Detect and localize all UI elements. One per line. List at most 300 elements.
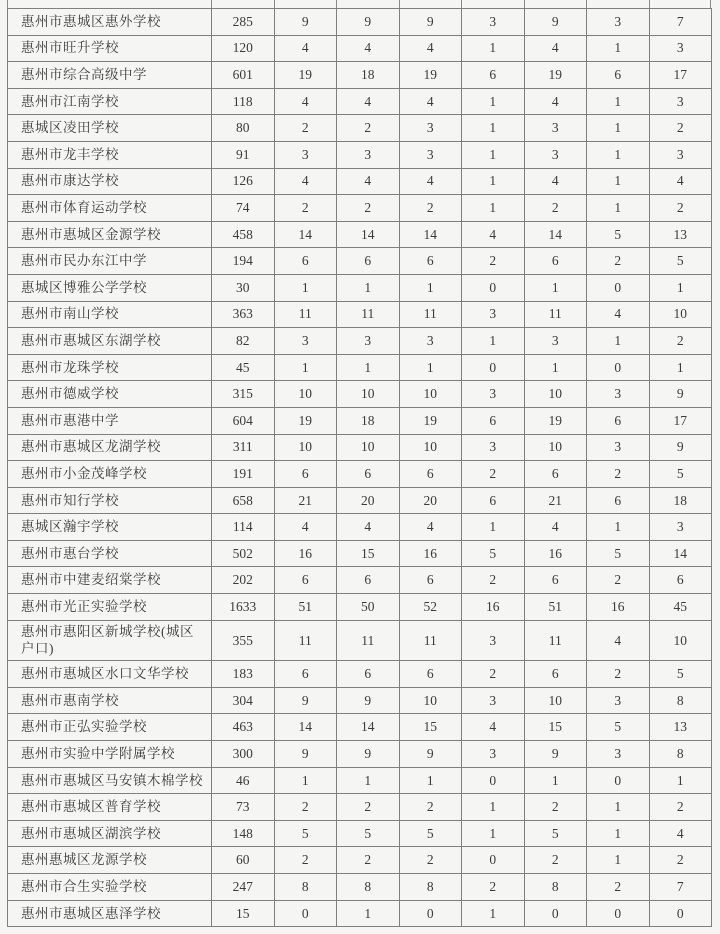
school-name-cell: 惠州市南山学校 — [8, 301, 212, 328]
table-row — [8, 248, 712, 275]
value-cell: 2 — [649, 195, 712, 222]
school-name-cell: 惠州市龙丰学校 — [8, 141, 212, 168]
value-cell: 13 — [649, 714, 712, 741]
school-name-cell: 惠州市惠城区湖滨学校 — [8, 820, 212, 847]
value-cell: 80 — [212, 115, 275, 142]
value-cell: 10 — [649, 620, 712, 661]
value-cell: 1 — [587, 794, 650, 821]
value-cell: 1 — [649, 354, 712, 381]
value-cell: 4 — [274, 168, 337, 195]
value-cell: 8 — [649, 687, 712, 714]
school-name-cell: 惠州市中建麦绍棠学校 — [8, 567, 212, 594]
value-cell: 4 — [399, 168, 462, 195]
value-cell: 13 — [649, 221, 712, 248]
school-name-cell: 惠州市康达学校 — [8, 168, 212, 195]
value-cell: 2 — [399, 195, 462, 222]
school-name-cell: 惠州市惠城区马安镇木棉学校 — [8, 767, 212, 794]
value-cell: 11 — [399, 301, 462, 328]
value-cell: 0 — [587, 900, 650, 927]
value-cell: 4 — [649, 168, 712, 195]
table-row — [8, 514, 712, 541]
value-cell: 3 — [649, 141, 712, 168]
value-cell: 19 — [524, 62, 587, 89]
value-cell: 14 — [649, 540, 712, 567]
value-cell: 6 — [524, 248, 587, 275]
value-cell: 6 — [274, 567, 337, 594]
school-name-cell: 惠州市惠南学校 — [8, 687, 212, 714]
value-cell: 1 — [337, 900, 400, 927]
value-cell: 6 — [524, 661, 587, 688]
value-cell: 15 — [212, 900, 275, 927]
value-cell: 300 — [212, 741, 275, 768]
value-cell: 5 — [649, 248, 712, 275]
value-cell: 10 — [274, 381, 337, 408]
value-cell: 1 — [462, 794, 525, 821]
value-cell: 20 — [337, 487, 400, 514]
table-row — [8, 820, 712, 847]
value-cell: 18 — [337, 407, 400, 434]
value-cell: 6 — [399, 567, 462, 594]
value-cell: 1 — [587, 115, 650, 142]
column-line-stub — [710, 0, 711, 8]
value-cell: 0 — [587, 354, 650, 381]
table-row — [8, 661, 712, 688]
value-cell: 1 — [337, 354, 400, 381]
value-cell: 1 — [587, 168, 650, 195]
value-cell: 10 — [399, 687, 462, 714]
school-name-cell: 惠州市德威学校 — [8, 381, 212, 408]
value-cell: 91 — [212, 141, 275, 168]
value-cell: 5 — [337, 820, 400, 847]
school-score-table — [7, 8, 712, 927]
value-cell: 4 — [524, 88, 587, 115]
value-cell: 1 — [649, 767, 712, 794]
value-cell: 14 — [337, 714, 400, 741]
table-row — [8, 62, 712, 89]
value-cell: 3 — [462, 9, 525, 36]
value-cell: 2 — [399, 794, 462, 821]
value-cell: 2 — [524, 195, 587, 222]
value-cell: 502 — [212, 540, 275, 567]
value-cell: 6 — [649, 567, 712, 594]
table-row — [8, 874, 712, 901]
value-cell: 3 — [462, 741, 525, 768]
value-cell: 0 — [399, 900, 462, 927]
value-cell: 2 — [587, 567, 650, 594]
value-cell: 1 — [462, 514, 525, 541]
value-cell: 7 — [649, 9, 712, 36]
value-cell: 4 — [524, 168, 587, 195]
value-cell: 5 — [274, 820, 337, 847]
table-row — [8, 567, 712, 594]
value-cell: 2 — [462, 248, 525, 275]
value-cell: 8 — [274, 874, 337, 901]
table-body — [8, 9, 712, 927]
table-row — [8, 221, 712, 248]
school-name-cell: 惠州市惠阳区新城学校(城区户口) — [8, 620, 212, 661]
value-cell: 6 — [337, 461, 400, 488]
value-cell: 3 — [399, 141, 462, 168]
value-cell: 3 — [649, 35, 712, 62]
value-cell: 2 — [337, 794, 400, 821]
value-cell: 3 — [587, 434, 650, 461]
school-name-cell: 惠州市实验中学附属学校 — [8, 741, 212, 768]
value-cell: 17 — [649, 407, 712, 434]
value-cell: 4 — [337, 35, 400, 62]
value-cell: 3 — [649, 88, 712, 115]
value-cell: 6 — [462, 407, 525, 434]
value-cell: 2 — [649, 328, 712, 355]
value-cell: 1 — [399, 767, 462, 794]
value-cell: 4 — [399, 35, 462, 62]
value-cell: 1 — [274, 767, 337, 794]
value-cell: 4 — [462, 221, 525, 248]
value-cell: 6 — [399, 461, 462, 488]
value-cell: 2 — [274, 195, 337, 222]
value-cell: 10 — [524, 434, 587, 461]
value-cell: 14 — [337, 221, 400, 248]
table-row — [8, 195, 712, 222]
value-cell: 1 — [274, 274, 337, 301]
value-cell: 3 — [337, 328, 400, 355]
value-cell: 2 — [274, 115, 337, 142]
value-cell: 5 — [399, 820, 462, 847]
value-cell: 15 — [399, 714, 462, 741]
value-cell: 16 — [274, 540, 337, 567]
value-cell: 6 — [524, 567, 587, 594]
value-cell: 21 — [524, 487, 587, 514]
value-cell: 9 — [337, 9, 400, 36]
value-cell: 6 — [337, 661, 400, 688]
value-cell: 3 — [524, 328, 587, 355]
school-name-cell: 惠州市民办东江中学 — [8, 248, 212, 275]
value-cell: 4 — [399, 88, 462, 115]
value-cell: 4 — [337, 514, 400, 541]
value-cell: 2 — [649, 847, 712, 874]
school-name-cell: 惠州市江南学校 — [8, 88, 212, 115]
value-cell: 3 — [524, 115, 587, 142]
value-cell: 363 — [212, 301, 275, 328]
value-cell: 355 — [212, 620, 275, 661]
value-cell: 1 — [587, 847, 650, 874]
value-cell: 1 — [587, 88, 650, 115]
value-cell: 114 — [212, 514, 275, 541]
value-cell: 118 — [212, 88, 275, 115]
school-name-cell: 惠州市光正实验学校 — [8, 594, 212, 621]
school-name-cell: 惠州市惠城区惠外学校 — [8, 9, 212, 36]
value-cell: 9 — [399, 9, 462, 36]
value-cell: 1 — [587, 328, 650, 355]
school-name-cell: 惠城区瀚宇学校 — [8, 514, 212, 541]
value-cell: 14 — [524, 221, 587, 248]
school-name-cell: 惠州市惠港中学 — [8, 407, 212, 434]
value-cell: 19 — [274, 62, 337, 89]
value-cell: 5 — [649, 461, 712, 488]
value-cell: 50 — [337, 594, 400, 621]
value-cell: 0 — [274, 900, 337, 927]
value-cell: 2 — [399, 847, 462, 874]
value-cell: 10 — [337, 434, 400, 461]
value-cell: 9 — [274, 9, 337, 36]
value-cell: 5 — [587, 540, 650, 567]
value-cell: 1 — [649, 274, 712, 301]
value-cell: 191 — [212, 461, 275, 488]
value-cell: 45 — [212, 354, 275, 381]
value-cell: 0 — [462, 274, 525, 301]
value-cell: 1633 — [212, 594, 275, 621]
value-cell: 51 — [274, 594, 337, 621]
value-cell: 19 — [399, 407, 462, 434]
value-cell: 3 — [462, 301, 525, 328]
table-row — [8, 274, 712, 301]
school-name-cell: 惠州市体育运动学校 — [8, 195, 212, 222]
value-cell: 8 — [649, 741, 712, 768]
school-name-cell: 惠城区博雅公学学校 — [8, 274, 212, 301]
value-cell: 1 — [587, 35, 650, 62]
value-cell: 4 — [274, 35, 337, 62]
value-cell: 10 — [399, 434, 462, 461]
value-cell: 1 — [462, 195, 525, 222]
value-cell: 2 — [462, 874, 525, 901]
value-cell: 4 — [274, 514, 337, 541]
value-cell: 2 — [462, 661, 525, 688]
table-row — [8, 115, 712, 142]
table-row — [8, 620, 712, 661]
value-cell: 304 — [212, 687, 275, 714]
table-row — [8, 687, 712, 714]
value-cell: 2 — [274, 794, 337, 821]
value-cell: 6 — [462, 62, 525, 89]
value-cell: 45 — [649, 594, 712, 621]
value-cell: 1 — [462, 328, 525, 355]
value-cell: 30 — [212, 274, 275, 301]
value-cell: 9 — [649, 434, 712, 461]
value-cell: 2 — [587, 248, 650, 275]
value-cell: 4 — [524, 35, 587, 62]
column-line-stub — [211, 0, 212, 8]
value-cell: 604 — [212, 407, 275, 434]
value-cell: 14 — [274, 221, 337, 248]
value-cell: 10 — [399, 381, 462, 408]
value-cell: 10 — [524, 381, 587, 408]
table-row — [8, 141, 712, 168]
value-cell: 2 — [649, 115, 712, 142]
value-cell: 16 — [524, 540, 587, 567]
value-cell: 0 — [462, 767, 525, 794]
value-cell: 183 — [212, 661, 275, 688]
school-name-cell: 惠州市惠城区惠泽学校 — [8, 900, 212, 927]
school-name-cell: 惠州市正弘实验学校 — [8, 714, 212, 741]
value-cell: 1 — [337, 274, 400, 301]
value-cell: 7 — [649, 874, 712, 901]
value-cell: 74 — [212, 195, 275, 222]
value-cell: 10 — [649, 301, 712, 328]
school-name-cell: 惠城区凌田学校 — [8, 115, 212, 142]
table-row — [8, 434, 712, 461]
table-row — [8, 767, 712, 794]
value-cell: 1 — [524, 767, 587, 794]
value-cell: 19 — [524, 407, 587, 434]
value-cell: 2 — [587, 661, 650, 688]
value-cell: 1 — [462, 115, 525, 142]
value-cell: 4 — [524, 514, 587, 541]
school-name-cell: 惠州市旺升学校 — [8, 35, 212, 62]
value-cell: 311 — [212, 434, 275, 461]
value-cell: 2 — [337, 847, 400, 874]
value-cell: 1 — [274, 354, 337, 381]
value-cell: 16 — [587, 594, 650, 621]
value-cell: 3 — [399, 328, 462, 355]
value-cell: 463 — [212, 714, 275, 741]
value-cell: 2 — [462, 567, 525, 594]
value-cell: 2 — [337, 115, 400, 142]
school-name-cell: 惠州惠城区龙源学校 — [8, 847, 212, 874]
value-cell: 1 — [337, 767, 400, 794]
column-line-stub — [274, 0, 275, 8]
value-cell: 2 — [524, 794, 587, 821]
value-cell: 6 — [399, 248, 462, 275]
value-cell: 4 — [587, 620, 650, 661]
value-cell: 4 — [462, 714, 525, 741]
value-cell: 1 — [462, 820, 525, 847]
value-cell: 3 — [587, 381, 650, 408]
school-name-cell: 惠州市惠城区金源学校 — [8, 221, 212, 248]
school-name-cell: 惠州市小金茂峰学校 — [8, 461, 212, 488]
column-line-stub — [649, 0, 650, 8]
value-cell: 17 — [649, 62, 712, 89]
column-line-stub — [399, 0, 400, 8]
value-cell: 11 — [524, 620, 587, 661]
value-cell: 19 — [399, 62, 462, 89]
value-cell: 3 — [587, 687, 650, 714]
value-cell: 1 — [587, 514, 650, 541]
table-row — [8, 540, 712, 567]
value-cell: 601 — [212, 62, 275, 89]
table-row — [8, 461, 712, 488]
value-cell: 1 — [462, 88, 525, 115]
value-cell: 8 — [337, 874, 400, 901]
value-cell: 3 — [462, 687, 525, 714]
value-cell: 3 — [649, 514, 712, 541]
table-row — [8, 900, 712, 927]
value-cell: 2 — [587, 461, 650, 488]
value-cell: 51 — [524, 594, 587, 621]
value-cell: 14 — [274, 714, 337, 741]
value-cell: 10 — [524, 687, 587, 714]
value-cell: 2 — [462, 461, 525, 488]
value-cell: 9 — [399, 741, 462, 768]
column-line-stub — [7, 0, 8, 8]
value-cell: 11 — [274, 301, 337, 328]
value-cell: 9 — [337, 741, 400, 768]
value-cell: 82 — [212, 328, 275, 355]
value-cell: 11 — [274, 620, 337, 661]
column-line-stub — [586, 0, 587, 8]
value-cell: 9 — [524, 9, 587, 36]
value-cell: 10 — [274, 434, 337, 461]
value-cell: 4 — [587, 301, 650, 328]
value-cell: 2 — [274, 847, 337, 874]
value-cell: 6 — [399, 661, 462, 688]
school-name-cell: 惠州市知行学校 — [8, 487, 212, 514]
value-cell: 3 — [462, 434, 525, 461]
table-row — [8, 328, 712, 355]
value-cell: 11 — [524, 301, 587, 328]
table-row — [8, 741, 712, 768]
value-cell: 46 — [212, 767, 275, 794]
value-cell: 6 — [587, 62, 650, 89]
value-cell: 247 — [212, 874, 275, 901]
table-row — [8, 168, 712, 195]
value-cell: 458 — [212, 221, 275, 248]
value-cell: 6 — [274, 661, 337, 688]
column-line-stub — [336, 0, 337, 8]
table-row — [8, 714, 712, 741]
value-cell: 1 — [462, 141, 525, 168]
value-cell: 14 — [399, 221, 462, 248]
value-cell: 0 — [462, 847, 525, 874]
value-cell: 0 — [587, 767, 650, 794]
value-cell: 3 — [274, 141, 337, 168]
value-cell: 73 — [212, 794, 275, 821]
value-cell: 1 — [462, 900, 525, 927]
value-cell: 21 — [274, 487, 337, 514]
value-cell: 6 — [337, 567, 400, 594]
value-cell: 2 — [649, 794, 712, 821]
school-name-cell: 惠州市合生实验学校 — [8, 874, 212, 901]
table-row — [8, 594, 712, 621]
value-cell: 6 — [274, 248, 337, 275]
value-cell: 6 — [587, 487, 650, 514]
value-cell: 5 — [649, 661, 712, 688]
table-row — [8, 847, 712, 874]
value-cell: 15 — [524, 714, 587, 741]
value-cell: 5 — [587, 221, 650, 248]
value-cell: 1 — [399, 274, 462, 301]
value-cell: 3 — [462, 381, 525, 408]
school-name-cell: 惠州市惠台学校 — [8, 540, 212, 567]
table-row — [8, 301, 712, 328]
table-row — [8, 407, 712, 434]
value-cell: 1 — [399, 354, 462, 381]
value-cell: 8 — [399, 874, 462, 901]
value-cell: 6 — [524, 461, 587, 488]
table-row — [8, 88, 712, 115]
school-name-cell: 惠州市惠城区龙湖学校 — [8, 434, 212, 461]
value-cell: 1 — [462, 35, 525, 62]
column-line-stub — [461, 0, 462, 8]
table-row — [8, 487, 712, 514]
value-cell: 3 — [587, 9, 650, 36]
value-cell: 5 — [524, 820, 587, 847]
value-cell: 1 — [587, 820, 650, 847]
value-cell: 1 — [462, 168, 525, 195]
value-cell: 52 — [399, 594, 462, 621]
value-cell: 2 — [587, 874, 650, 901]
value-cell: 0 — [524, 900, 587, 927]
value-cell: 20 — [399, 487, 462, 514]
value-cell: 15 — [337, 540, 400, 567]
value-cell: 285 — [212, 9, 275, 36]
table-row — [8, 794, 712, 821]
value-cell: 0 — [587, 274, 650, 301]
table-row — [8, 354, 712, 381]
value-cell: 4 — [399, 514, 462, 541]
value-cell: 4 — [337, 88, 400, 115]
value-cell: 6 — [274, 461, 337, 488]
school-name-cell: 惠州市龙珠学校 — [8, 354, 212, 381]
value-cell: 6 — [337, 248, 400, 275]
